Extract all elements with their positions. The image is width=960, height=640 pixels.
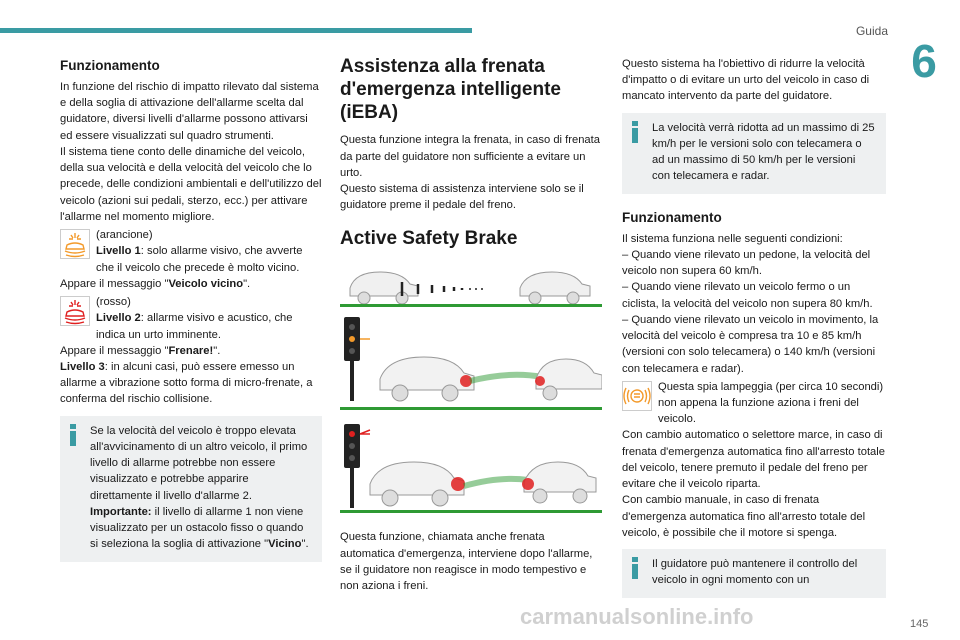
watermark: carmanualsonline.info [520, 604, 754, 629]
info-note: Se la velocità del veicolo è troppo elevata all'avvicinamento di un altro veicolo, il primo livello di allarme potrebbe non essere visualizzato e potrebbe apparire direttamente il livello d'allarme 2. Importante: il livello di allarme 1 non viene visualizzato per un ostacolo fisso o quando si seleziona la soglia di attivazione "Vicino". [60, 416, 322, 562]
heading-funzionamento: Funzionamento [622, 209, 722, 225]
level-2-color: (rosso) [96, 296, 131, 309]
illustration-level-warnings [340, 315, 602, 415]
title-active-safety-brake: Active Safety Brake [340, 227, 518, 249]
illustration-automatic-braking [340, 422, 602, 518]
list-item: – Quando viene rilevato un veicolo fermo o un ciclista, la velocità del veicolo non supera 80 km/h. [622, 281, 873, 310]
info-icon [632, 121, 638, 143]
level-1-color: (arancione) [96, 229, 153, 242]
paragraph: Il sistema funziona nelle seguenti condizioni: [622, 232, 843, 245]
page-number: 145 [910, 618, 929, 630]
info-note: La velocità verrà ridotta ad un massimo di 25 km/h per le versioni solo con telecamera o ad un massimo di 50 km/h per le versioni con telecamera e radar. [622, 113, 886, 194]
title-iEBA: Assistenza alla frenata d'emergenza intelligente (iEBA) [340, 56, 561, 123]
paragraph: Con cambio manuale, in caso di frenata d'emergenza automatica fino all'arresto totale del veicolo, è possibile che il motore si spenga. [622, 494, 866, 539]
level-1-message: Appare il messaggio "Veicolo vicino". [60, 277, 251, 290]
level-2-text: : allarme visivo e acustico, che indica un urto imminente. [96, 312, 293, 341]
info-note: Il guidatore può mantenere il controllo del veicolo in ogni momento con un [622, 549, 886, 597]
level-2-message: Appare il messaggio "Frenare!". [60, 344, 221, 357]
paragraph: Questo sistema ha l'obiettivo di ridurre la velocità d'impatto o di evitare un urto del veicolo in caso di mancato intervento da parte del guidatore. [622, 58, 870, 103]
paragraph: In funzione del rischio di impatto rilevato dal sistema e della soglia di attivazione dell'allarme scelta dal guidatore, diversi livelli d'allarme possono attivarsi ed essere visualizzati sul quadro strumenti. [60, 81, 319, 142]
level-1-text: : solo allarme visivo, che avverte che il veicolo che precede è molto vicino. [96, 245, 303, 274]
paragraph: Questo sistema di assistenza interviene solo se il guidatore preme il pedale del freno. [340, 183, 584, 212]
list-item: – Quando viene rilevato un veicolo in movimento, la velocità del veicolo è compresa tra 10 e 85 km/h (versioni con solo telecamera) o 140 km/h (versioni con telecamera e radar). [622, 313, 879, 375]
header-accent-bar [0, 28, 472, 33]
level-1-block [60, 227, 322, 276]
column-3 [622, 56, 886, 598]
level-2-label: Livello 2 [96, 312, 141, 325]
collision-warning-orange-icon [60, 229, 90, 259]
level-2-block [60, 294, 322, 343]
heading-funzionamento: Funzionamento [60, 58, 160, 73]
braking-warning-lamp-icon [622, 381, 652, 411]
illustration-approach [340, 258, 602, 308]
level-1-label: Livello 1 [96, 245, 141, 258]
collision-warning-red-icon [60, 296, 90, 326]
column-1 [60, 56, 322, 562]
section-title: Guida [855, 24, 888, 38]
info-icon [632, 557, 638, 579]
info-icon [70, 424, 76, 446]
chapter-number: 6 [911, 35, 937, 87]
warning-lamp-block: Questa spia lampeggia (per circa 10 secondi) non appena la funzione aziona i freni del veicolo. [622, 379, 886, 428]
column-2 [340, 56, 602, 594]
list-item: – Quando viene rilevato un pedone, la velocità del veicolo non supera 60 km/h. [622, 248, 871, 278]
paragraph: Con cambio automatico o selettore marce, in caso di frenata d'emergenza automatica fino all'arresto totale del veicolo, tenere premuto il pedale del freno per evitare che il veicolo riparta. [622, 429, 885, 491]
level-3-text: Livello 3: in alcuni casi, può essere emesso un allarme a vibrazione sotto forma di micro-frenate, a conferma del rischio collisione. [60, 360, 313, 406]
paragraph: Il sistema tiene conto delle dinamiche del veicolo, della sua velocità e della velocità del veicolo che lo precede, delle condizioni ambientali e dell'utilizzo del veicolo (azioni sui pedali, sterzo, ecc.) per attivare l'allarme nel momento migliore. [60, 145, 322, 223]
paragraph: Questa funzione, chiamata anche frenata automatica d'emergenza, interviene dopo l'allarme, se il guidatore non reagisce in modo tempestivo e non aziona i freni. [340, 531, 593, 593]
paragraph: Questa funzione integra la frenata, in caso di frenata da parte del guidatore non sufficiente a evitare un urto. [340, 134, 600, 179]
